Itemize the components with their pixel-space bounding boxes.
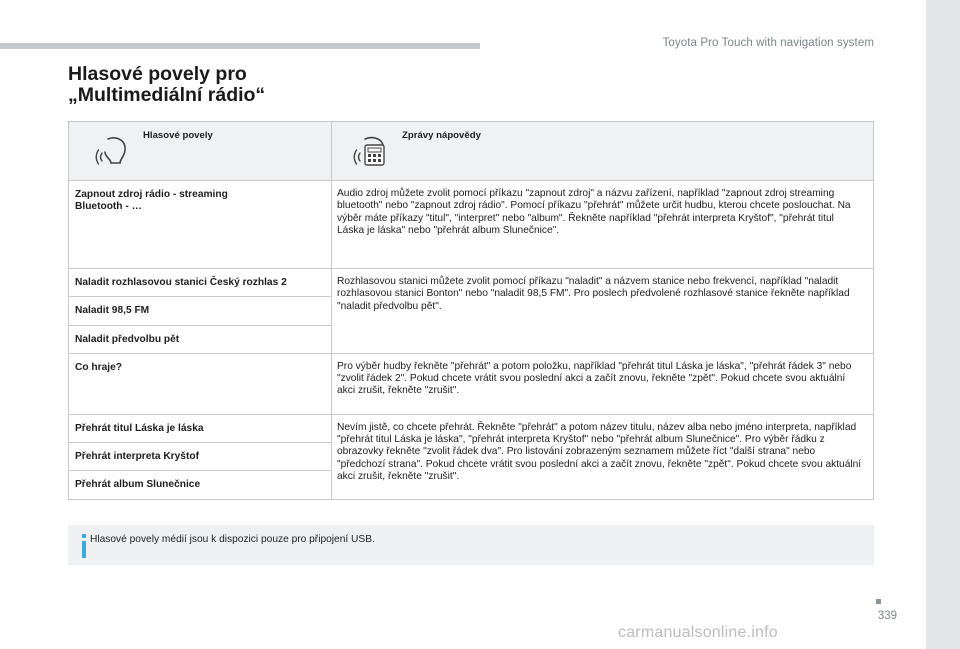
page-marker xyxy=(876,599,881,604)
voice-command-table xyxy=(68,121,874,500)
table-header-row xyxy=(69,122,874,181)
table-row xyxy=(69,269,874,297)
watermark: carmanualsonline.info xyxy=(618,624,778,641)
section-title-line-1: Hlasové povely pro xyxy=(68,63,247,85)
section-title xyxy=(68,64,265,106)
column-header-help-label: Zprávy nápovědy xyxy=(402,130,481,141)
voice-command-icon xyxy=(93,133,127,167)
table-row xyxy=(69,181,874,269)
section-title-line-2: „Multimediální rádio“ xyxy=(68,84,266,106)
help-cell: Rozhlasovou stanici můžete zvolit pomocí příkazu "naladit" a názvem stanice nebo frekvencí, například "naladit rozhlasovou stanici Bonton" nebo "naladit 98,5 FM". Pro poslech předvolené rozhlasové stanice řekněte například "naladit předvolbu pět". xyxy=(332,269,874,354)
note-box xyxy=(68,525,874,565)
help-cell: Nevím jistě, co chcete přehrát. Řekněte "přehrát" a potom název titulu, název alba nebo jméno interpreta, například "přehrát titul Láska je láska", "přehrát interpreta Kryštof" nebo "přehrát album Slunečnice". Pro výběr řádku z obrazovky řekněte "zvolit řádek dva". Pro listování zobrazeným seznamem můžete říct "další strana" nebo "předchozí strana". Pokud chcete vrátit svou poslední akci a začít znovu, řekněte "zpět". Pokud chcete svou aktuální akci zrušit, řekněte "zrušit". xyxy=(332,414,874,499)
table-row xyxy=(69,353,874,414)
running-header: Toyota Pro Touch with navigation system xyxy=(662,37,874,49)
command-cell: Přehrát interpreta Kryštof xyxy=(69,443,332,471)
column-header-help xyxy=(332,122,874,181)
header-rule xyxy=(0,43,480,49)
help-cell: Pro výběr hudby řekněte "přehrát" a potom položku, například "přehrát titul Láska je láska", "přehrát řádek 3" nebo "zvolit řádek 2". Pokud chcete vrátit svou poslední akci a začít znovu, řekněte "zpět". Pokud chcete svou aktuální akci zrušit, řekněte "zrušit". xyxy=(332,353,874,414)
column-header-commands-label: Hlasové povely xyxy=(143,130,213,141)
command-cell: Naladit předvolbu pět xyxy=(69,325,332,353)
note-text: Hlasové povely médií jsou k dispozici pouze pro připojení USB. xyxy=(90,534,375,545)
command-cell: Přehrát titul Láska je láska xyxy=(69,414,332,442)
command-cell: Naladit 98,5 FM xyxy=(69,297,332,325)
command-cell: Zapnout zdroj rádio - streaming Bluetooth - … xyxy=(69,181,332,269)
help-messages-icon xyxy=(352,133,386,167)
table-row xyxy=(69,414,874,442)
command-cell: Naladit rozhlasovou stanici Český rozhlas 2 xyxy=(69,269,332,297)
page-number: 339 xyxy=(877,610,897,622)
command-cell: Přehrát album Slunečnice xyxy=(69,471,332,499)
column-header-commands xyxy=(69,122,332,181)
side-band xyxy=(926,0,960,649)
help-cell: Audio zdroj můžete zvolit pomocí příkazu "zapnout zdroj" a názvu zařízení, například "zapnout zdroj streaming bluetooth" nebo "zapnout zdroj rádio". Pomocí příkazu "přehrát" můžete určit hudbu, kterou chcete poslouchat. Na výběr máte příkazy "titul", "interpret" nebo "album". Řekněte například "přehrát interpreta Kryštof", "přehrát titul Láska je láska" nebo "přehrát album Slunečnice". xyxy=(332,181,874,269)
command-cell: Co hraje? xyxy=(69,353,332,414)
